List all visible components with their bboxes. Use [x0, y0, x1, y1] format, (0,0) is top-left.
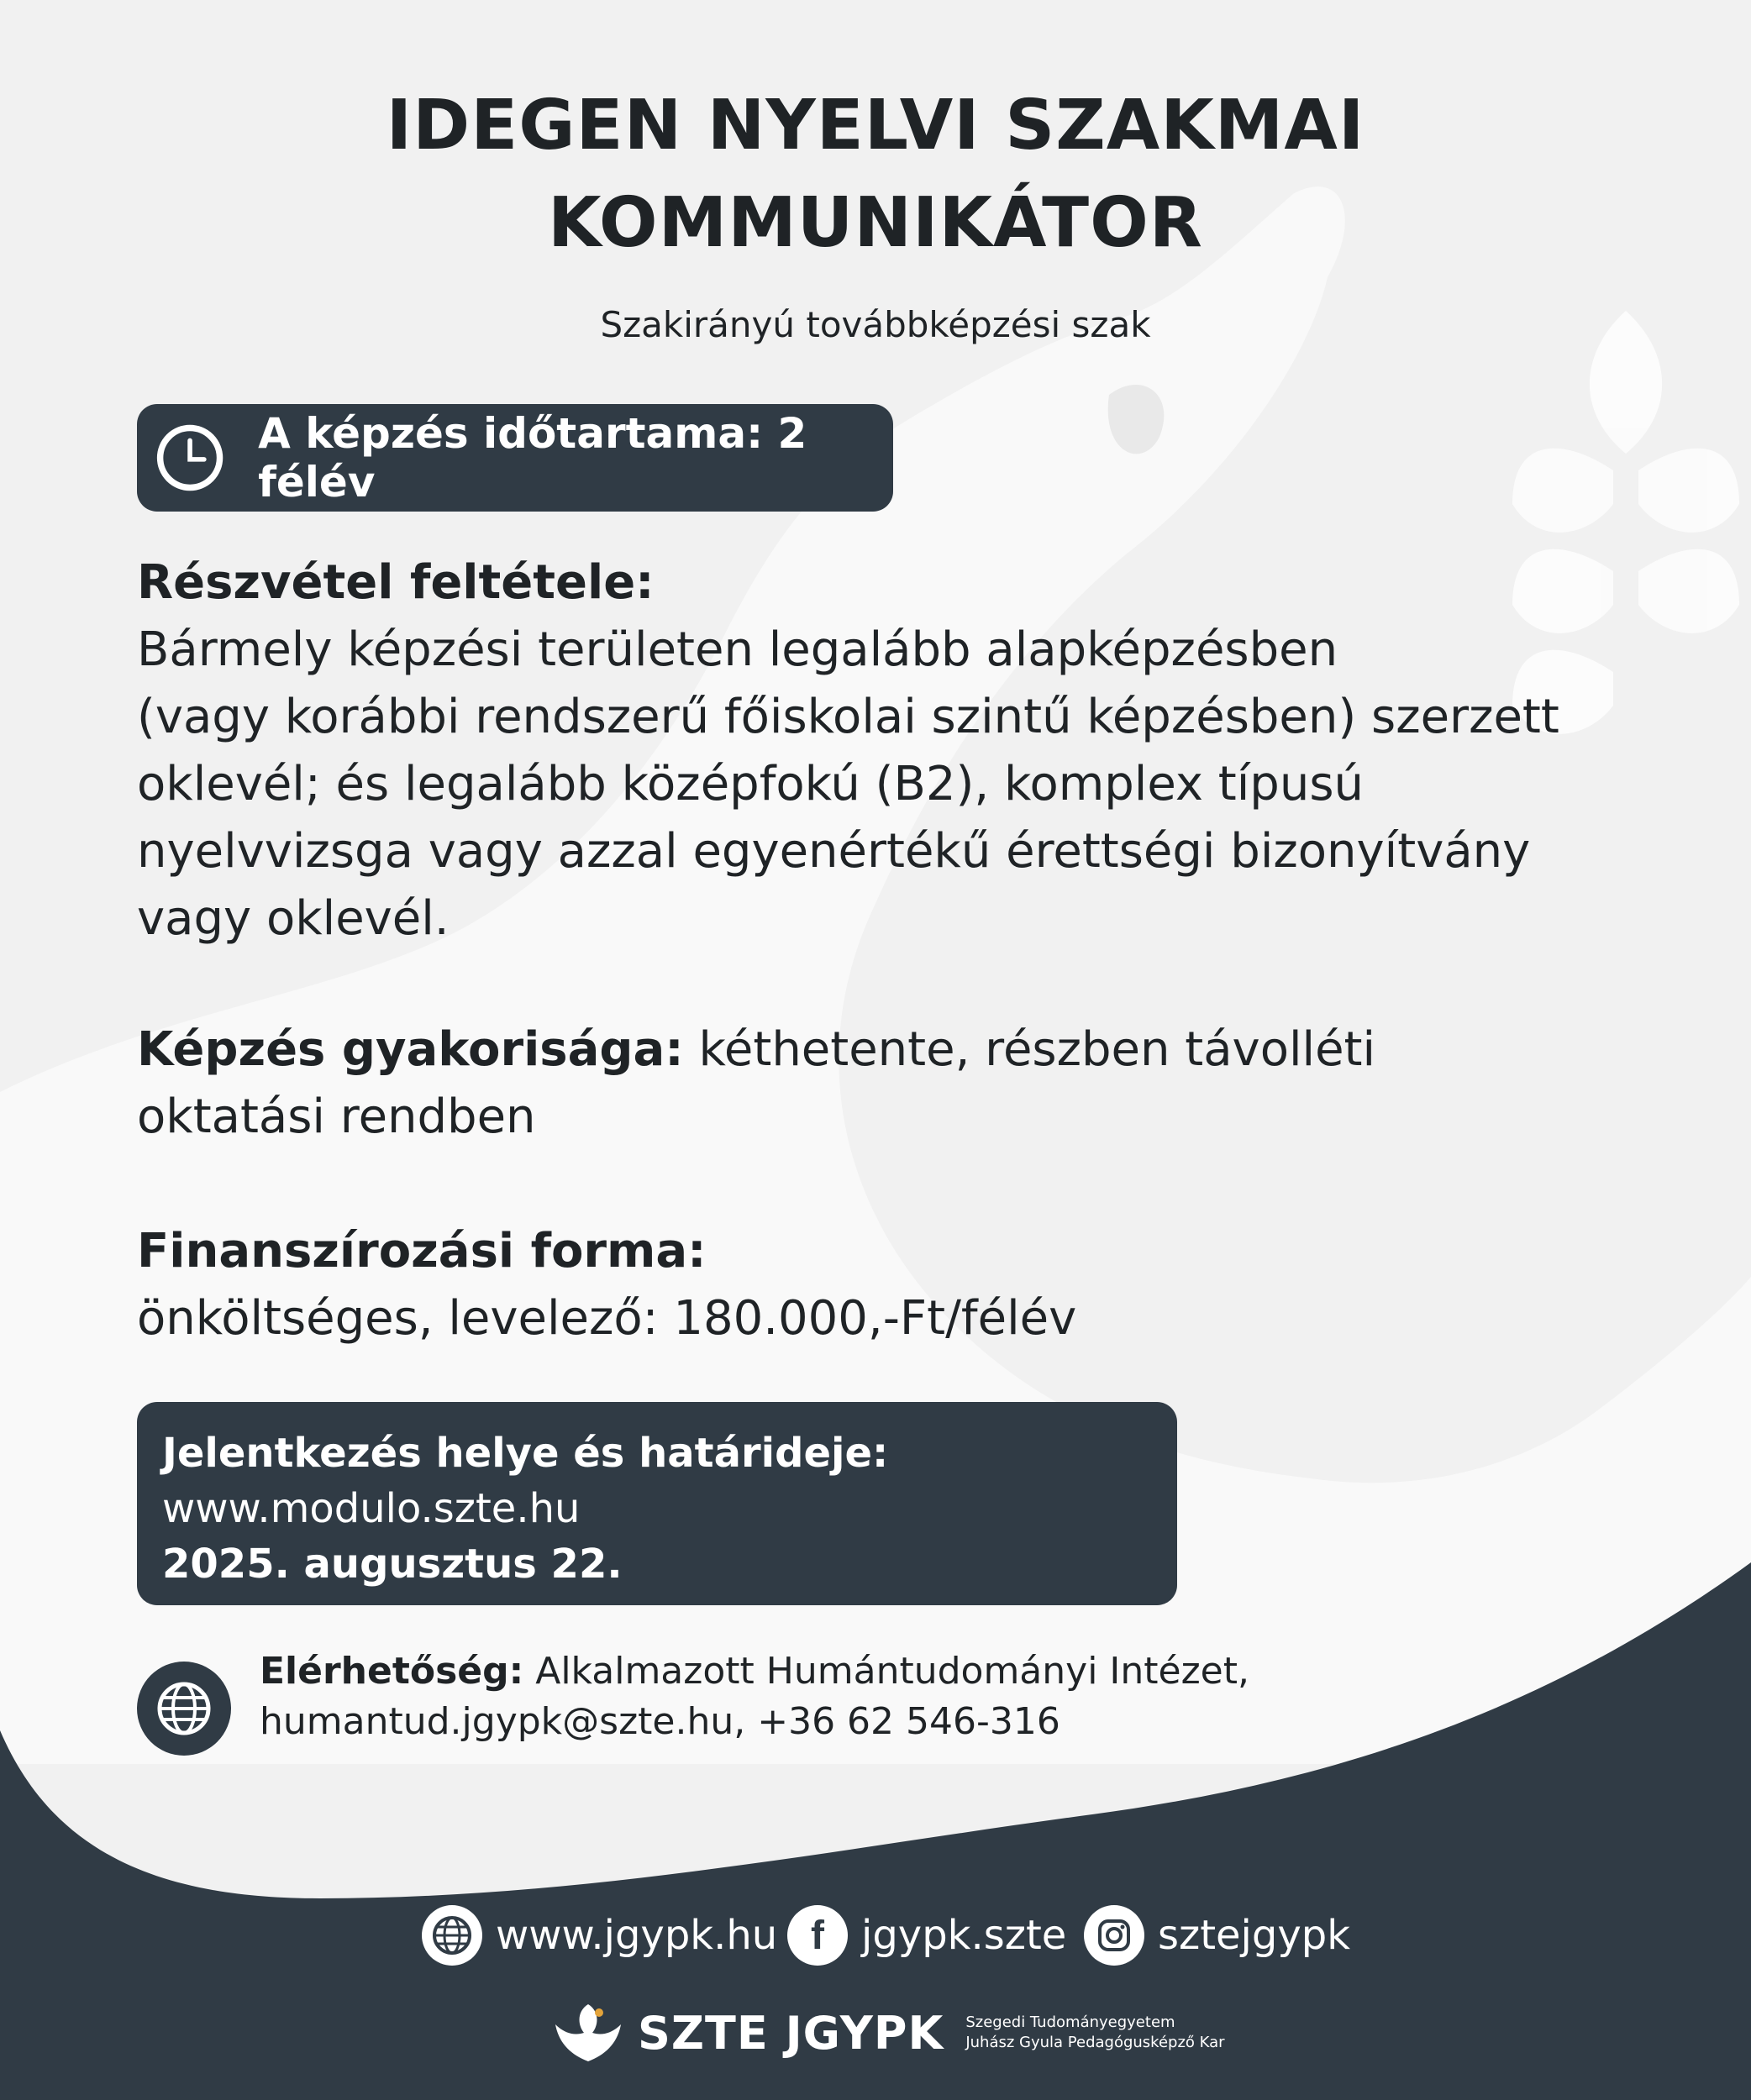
contact-section [137, 1646, 1249, 1756]
globe-icon [422, 1905, 482, 1966]
social-instagram-label: sztejgypk [1158, 1912, 1351, 1959]
page-title [0, 77, 1751, 272]
title-line-1: IDEGEN NYELVI SZAKMAI [386, 86, 1365, 165]
subtitle: Szakirányú továbbképzési szak [600, 304, 1151, 345]
application-url[interactable]: www.modulo.szte.hu [162, 1485, 581, 1532]
social-facebook-label: jgypk.szte [861, 1912, 1067, 1959]
instagram-icon [1084, 1905, 1144, 1966]
participation-line: (vagy korábbi rendszerű főiskolai szintű képzésben) szerzett [137, 690, 1559, 744]
frequency-text-2: oktatási rendben [137, 1089, 536, 1144]
application-deadline: 2025. augusztus 22. [162, 1541, 623, 1588]
globe-icon [155, 1679, 213, 1738]
logo-faculty: Juhász Gyula Pedagógusképző Kar [965, 2034, 1225, 2051]
frequency-section [137, 1016, 1375, 1151]
social-web-label: www.jgypk.hu [496, 1912, 778, 1959]
szte-logo [550, 1999, 1225, 2066]
social-instagram[interactable] [1084, 1905, 1350, 1966]
contact-label: Elérhetőség: [260, 1650, 524, 1693]
finance-section [137, 1218, 1076, 1352]
logo-university: Szegedi Tudományegyetem [965, 2013, 1175, 2031]
social-facebook[interactable] [787, 1905, 1066, 1966]
participation-line: Bármely képzési területen legalább alapképzésben [137, 622, 1338, 677]
logo-name: SZTE JGYPK [638, 2006, 944, 2060]
facebook-icon: f [787, 1905, 848, 1966]
frequency-heading: Képzés gyakorisága: [137, 1022, 684, 1077]
title-line-2: KOMMUNIKÁTOR [548, 183, 1203, 263]
contact-globe-badge [137, 1662, 231, 1756]
participation-heading: Részvétel feltétele: [137, 555, 655, 610]
finance-text: önköltséges, levelező: 180.000,-Ft/félév [137, 1291, 1077, 1346]
contact-institute: Alkalmazott Humántudományi Intézet, [523, 1650, 1249, 1693]
social-web[interactable] [422, 1905, 777, 1966]
duration-text: A képzés időtartama: 2 félév [258, 409, 807, 507]
participation-line: oklevél; és legalább középfokú (B2), komplex típusú [137, 757, 1364, 811]
clock-icon [155, 421, 224, 495]
participation-line: vagy oklevél. [137, 891, 450, 946]
application-box [137, 1402, 1177, 1605]
duration-badge [137, 404, 893, 512]
bird-logo-icon [550, 1999, 626, 2066]
frequency-text: kéthetente, részben távolléti [683, 1022, 1376, 1077]
application-heading: Jelentkezés helye és határideje: [162, 1430, 889, 1477]
finance-heading: Finanszírozási forma: [137, 1224, 707, 1278]
participation-section [137, 549, 1559, 953]
participation-line: nyelvvizsga vagy azzal egyenértékű érettségi bizonyítvány [137, 824, 1531, 879]
contact-details[interactable]: humantud.jgypk@szte.hu, +36 62 546-316 [260, 1700, 1060, 1743]
